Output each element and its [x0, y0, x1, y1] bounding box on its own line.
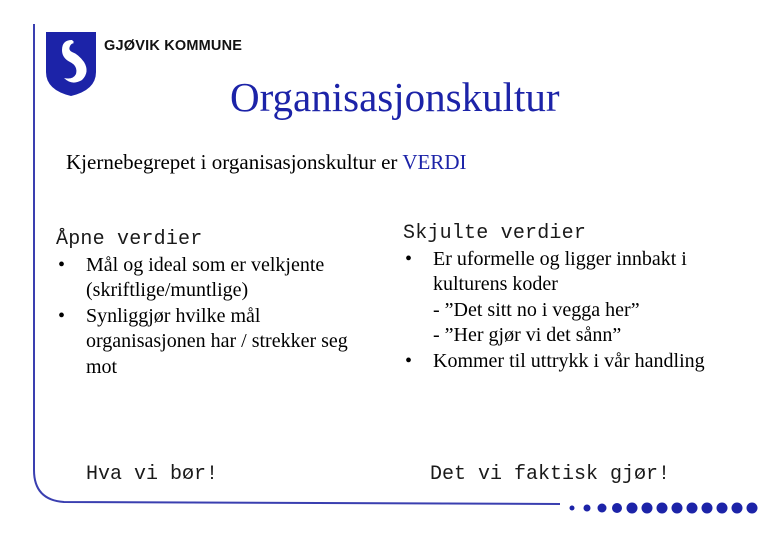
dot-icon	[598, 504, 607, 513]
dot-icon	[627, 503, 638, 514]
sub-item: - ”Her gjør vi det sånn”	[433, 324, 622, 346]
dot-icon	[612, 503, 622, 513]
bullet-text: Mål og ideal som er velkjente (skriftlige/muntlige)	[86, 253, 325, 301]
hidden-values-conclusion: Det vi faktisk gjør!	[430, 463, 671, 486]
dot-icon	[657, 503, 668, 514]
open-values-heading: Åpne verdier	[56, 228, 203, 251]
bullet-text: Kommer til uttrykk i vår handling	[433, 349, 705, 372]
dot-icon	[747, 503, 758, 514]
hidden-values-heading: Skjulte verdier	[403, 222, 587, 245]
bullet-icon: •	[405, 247, 413, 270]
brand-name: GJØVIK KOMMUNE	[104, 38, 243, 54]
open-values-conclusion: Hva vi bør!	[86, 463, 219, 486]
dot-icon	[732, 503, 743, 514]
list-item	[56, 253, 376, 304]
dot-icon	[717, 503, 728, 514]
bullet-icon: •	[58, 304, 66, 327]
bullet-icon: •	[58, 253, 66, 276]
dot-icon	[672, 503, 683, 514]
hidden-values-column	[403, 221, 733, 374]
dot-icon	[642, 503, 653, 514]
swan-logo-icon	[42, 28, 100, 98]
subtitle-highlight: VERDI	[402, 150, 467, 174]
subtitle-prefix: Kjernebegrepet i organisasjonskultur er	[66, 150, 403, 174]
dot-icon	[687, 503, 698, 514]
decorative-dots	[566, 498, 766, 518]
list-item	[403, 349, 733, 375]
open-values-column	[56, 227, 376, 380]
dot-icon	[570, 506, 575, 511]
sub-item: - ”Det sitt no i vegga her”	[433, 298, 640, 321]
bullet-text: Er uformelle og ligger innbakt i kulturens koder	[433, 247, 687, 295]
dot-icon	[584, 505, 591, 512]
subtitle	[66, 150, 466, 175]
bullet-text: Synliggjør hvilke mål organisasjonen har / strekker seg mot	[86, 304, 348, 378]
list-item	[403, 247, 733, 298]
page-title: Organisasjonskultur	[230, 74, 560, 120]
dot-icon	[702, 503, 713, 514]
list-item	[56, 304, 376, 381]
bullet-icon: •	[405, 349, 413, 372]
